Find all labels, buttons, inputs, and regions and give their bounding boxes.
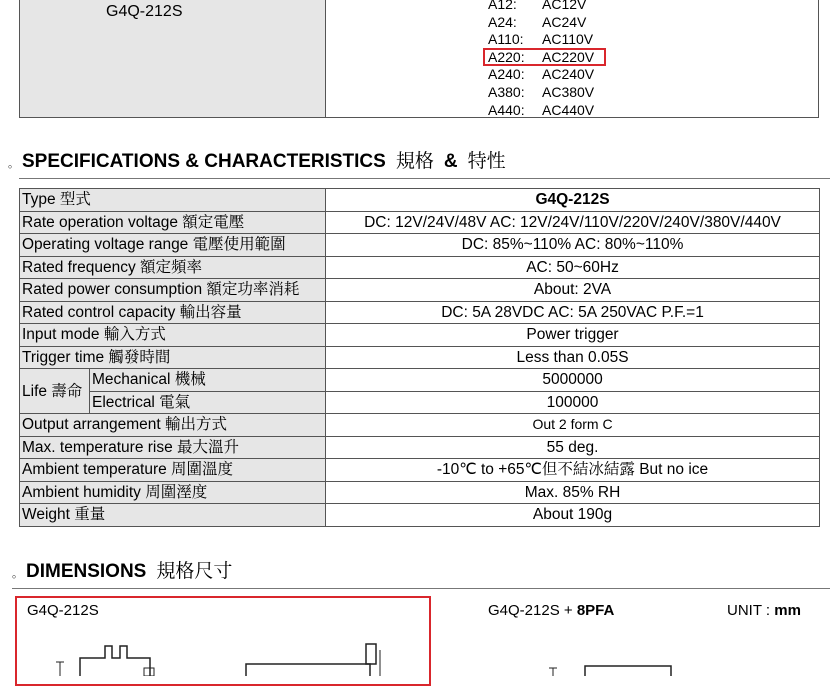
table-row: Output arrangement 輸出方式 Out 2 form C <box>20 414 820 437</box>
table-row: Trigger time 觸發時間 Less than 0.05S <box>20 346 820 369</box>
model-cell <box>20 0 326 117</box>
voltage-row: A110: AC110V <box>488 31 594 48</box>
table-row: Electrical 電氣 100000 <box>20 391 820 414</box>
voltage-row: A12: AC12V <box>488 0 587 12</box>
relay-side-drawing <box>240 640 390 676</box>
table-row: Rated control capacity 輸出容量 DC: 5A 28VDC AC: 5A 250VAC P.F.=1 <box>20 301 820 324</box>
table-row: Weight 重量 About 190g <box>20 504 820 527</box>
dimension-left-label: G4Q-212S <box>27 602 99 619</box>
table-row: Life 壽命 Mechanical 機械 5000000 <box>20 369 820 392</box>
table-row: Ambient humidity 周圍溼度 Max. 85% RH <box>20 481 820 504</box>
table-row: Operating voltage range 電壓使用範圍 DC: 85%~110% AC: 80%~110% <box>20 234 820 257</box>
voltage-list <box>488 0 594 119</box>
dimensions-heading: 。 DIMENSIONS 規格尺寸 <box>12 560 233 582</box>
table-row: Rated power consumption 額定功率消耗 About: 2VA <box>20 279 820 302</box>
relay-socket-drawing <box>545 658 685 676</box>
voltage-row-highlighted: A220: AC220V <box>488 49 594 67</box>
table-row: Ambient temperature 周圍溫度 -10℃ to +65℃但不結冰結露 But no ice <box>20 459 820 482</box>
specs-table <box>19 188 820 527</box>
voltage-row: A380: AC380V <box>488 83 595 100</box>
dimension-right-label: G4Q-212S + 8PFA <box>488 602 615 619</box>
model-name: G4Q-212S <box>106 3 183 20</box>
unit-label: UNIT : mm <box>727 602 801 619</box>
table-row: Input mode 輸入方式 Power trigger <box>20 324 820 347</box>
divider <box>19 178 830 179</box>
divider <box>12 588 830 589</box>
specs-title: SPECIFICATIONS & CHARACTERISTICS <box>22 151 386 172</box>
table-row: Rate operation voltage 額定電壓 DC: 12V/24V/48V AC: 12V/24V/110V/220V/240V/380V/440V <box>20 211 820 234</box>
dimensions-title: DIMENSIONS <box>26 561 147 582</box>
highlight-box <box>483 48 606 66</box>
model-voltage-table <box>19 0 819 118</box>
voltage-row: A24: AC24V <box>488 13 587 30</box>
specs-heading: 。 SPECIFICATIONS & CHARACTERISTICS 規格 & 特性 <box>8 150 506 172</box>
voltage-row: A240: AC240V <box>488 66 595 83</box>
table-row: Type 型式 G4Q-212S <box>20 189 820 212</box>
voltage-row: A440: AC440V <box>488 101 595 118</box>
table-row: Max. temperature rise 最大溫升 55 deg. <box>20 436 820 459</box>
relay-front-drawing <box>40 636 170 676</box>
life-label: Life 壽命 <box>20 369 90 414</box>
table-row: Rated frequency 額定頻率 AC: 50~60Hz <box>20 256 820 279</box>
